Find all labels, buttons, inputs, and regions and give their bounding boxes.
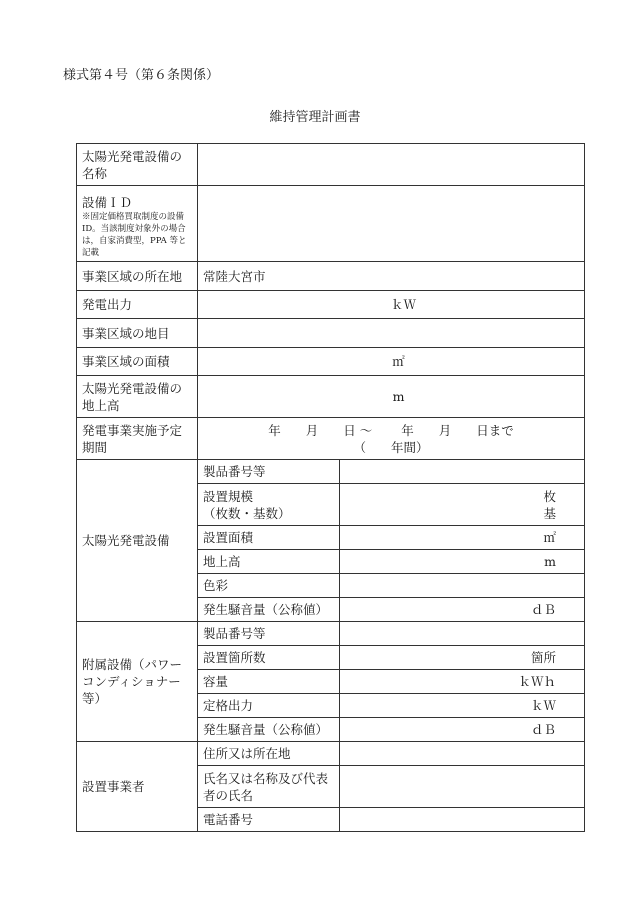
row-output (77, 291, 585, 319)
auxiliary-item-value[interactable]: ｄＢ (340, 718, 585, 742)
row-facility-id (77, 186, 585, 262)
row-location (77, 262, 585, 291)
location-label: 事業区域の所在地 (77, 262, 198, 291)
solar-item-label: 設置規模 （枚数・基数） (198, 484, 340, 526)
land-category-label: 事業区域の地目 (77, 319, 198, 348)
row-height (77, 376, 585, 418)
period-line-2: （ 年間） (353, 439, 429, 455)
solar-item-label: 発生騒音量（公称値） (198, 598, 340, 622)
row-land-category (77, 319, 585, 348)
solar-item-label: 地上高 (198, 550, 340, 574)
solar-item-value[interactable]: ｄＢ (340, 598, 585, 622)
auxiliary-item-label: 発生騒音量（公称値） (198, 718, 340, 742)
operator-item-field[interactable] (340, 742, 585, 766)
facility-name-label: 太陽光発電設備の名称 (77, 144, 198, 186)
auxiliary-group-label: 附属設備（パワーコンディショナー等） (77, 622, 198, 742)
facility-name-field[interactable] (198, 144, 585, 186)
row-facility-name (77, 144, 585, 186)
area-label: 事業区域の面積 (77, 348, 198, 376)
land-category-field[interactable] (198, 319, 585, 348)
solar-item-value[interactable] (340, 460, 585, 484)
period-line-1: 年 月 日 ～ 年 月 日まで (268, 422, 514, 438)
solar-item-label: 製品番号等 (198, 460, 340, 484)
operator-item-label: 電話番号 (198, 808, 340, 832)
auxiliary-item-value[interactable]: ｋＷｈ (340, 670, 585, 694)
area-unit[interactable]: ㎡ (198, 348, 585, 376)
auxiliary-item-label: 設置箇所数 (198, 646, 340, 670)
solar-item-value[interactable]: 枚 基 (340, 484, 585, 526)
operator-group-label: 設置事業者 (77, 742, 198, 832)
operator-item-field[interactable] (340, 808, 585, 832)
document-title: 維持管理計画書 (269, 110, 361, 125)
height-label: 太陽光発電設備の地上高 (77, 376, 198, 418)
period-field[interactable] (198, 418, 585, 460)
solar-row (77, 460, 585, 484)
row-area (77, 348, 585, 376)
auxiliary-item-value[interactable] (340, 622, 585, 646)
facility-id-label: 設備ＩＤ (82, 195, 133, 210)
solar-item-value[interactable]: ㎡ (340, 526, 585, 550)
operator-item-field[interactable] (340, 766, 585, 808)
height-unit[interactable]: m (198, 376, 585, 418)
auxiliary-item-value[interactable]: ｋＷ (340, 694, 585, 718)
facility-id-cell (77, 186, 198, 262)
period-label: 発電事業実施予定期間 (77, 418, 198, 460)
auxiliary-item-value[interactable]: 箇所 (340, 646, 585, 670)
form-number: 様式第４号（第６条関係） (63, 68, 220, 83)
output-label: 発電出力 (77, 291, 198, 319)
solar-group-label: 太陽光発電設備 (77, 460, 198, 622)
facility-id-field[interactable] (198, 186, 585, 262)
solar-item-label: 色彩 (198, 574, 340, 598)
operator-row (77, 742, 585, 766)
solar-item-value[interactable]: m (340, 550, 585, 574)
solar-item-value[interactable] (340, 574, 585, 598)
auxiliary-item-label: 容量 (198, 670, 340, 694)
output-unit[interactable]: ｋＷ (198, 291, 585, 319)
solar-item-label: 設置面積 (198, 526, 340, 550)
facility-id-note: ※固定価格買取制度の設備 ID。当該制度対象外の場合は，自家消費型，PPA 等と記載 (82, 212, 187, 258)
auxiliary-item-label: 製品番号等 (198, 622, 340, 646)
location-value[interactable]: 常陸大宮市 (198, 262, 585, 291)
operator-item-label: 住所又は所在地 (198, 742, 340, 766)
row-period (77, 418, 585, 460)
auxiliary-row (77, 622, 585, 646)
operator-item-label: 氏名又は名称及び代表者の氏名 (198, 766, 340, 808)
auxiliary-item-label: 定格出力 (198, 694, 340, 718)
maintenance-plan-table (76, 143, 585, 832)
